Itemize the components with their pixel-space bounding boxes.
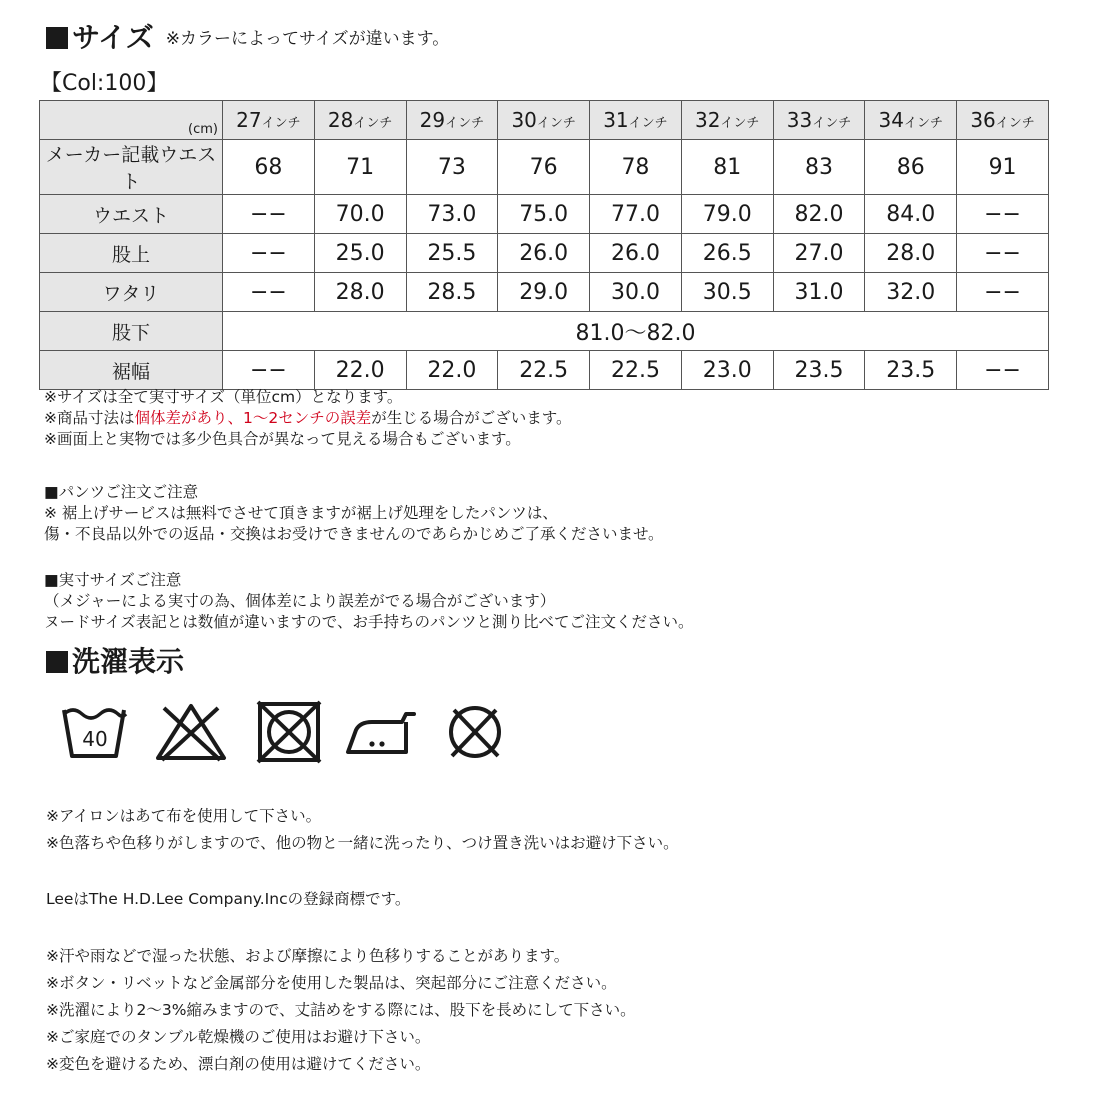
table-corner: [40, 101, 223, 140]
table-cell: 84.0: [865, 195, 957, 234]
final-note-line: ※ボタン・リベットなど金属部分を使用した製品は、突起部分にご注意ください。: [46, 974, 617, 992]
table-cell: 81: [681, 140, 773, 195]
header-cell: 29インチ: [406, 101, 498, 140]
care-notes: [46, 806, 679, 854]
table-cell: 30.0: [590, 273, 682, 312]
table-row: [40, 195, 1049, 234]
table-cell: 25.0: [314, 234, 406, 273]
size-table: [39, 100, 1049, 390]
wash-heading: [46, 640, 184, 680]
header-cell: 30インチ: [498, 101, 590, 140]
table-cell: 26.0: [498, 234, 590, 273]
table-cell: 79.0: [681, 195, 773, 234]
table-cell: 22.0: [406, 351, 498, 390]
table-cell: −−: [223, 273, 315, 312]
table-cell: 23.5: [865, 351, 957, 390]
table-cell: 22.5: [590, 351, 682, 390]
table-cell: 31.0: [773, 273, 865, 312]
table-cell: 83: [773, 140, 865, 195]
iron-medium-icon: [344, 700, 418, 764]
square-bullet-icon: [46, 651, 68, 673]
row-label: 股下: [40, 312, 223, 351]
final-note-line: ※汗や雨などで湿った状態、および摩擦により色移りすることがあります。: [46, 947, 570, 965]
no-tumble-dry-icon: [254, 700, 324, 764]
pants-notice-line: 傷・不良品以外での返品・交換はお受けできませんのであらかじめご了承くださいませ。: [44, 525, 664, 543]
no-bleach-icon: [154, 700, 228, 764]
size-header-row: [40, 101, 1049, 140]
table-cell: 26.0: [590, 234, 682, 273]
header-cell: 28インチ: [314, 101, 406, 140]
pants-notice-title: ■パンツご注文ご注意: [44, 483, 199, 501]
header-cell: 31インチ: [590, 101, 682, 140]
size-note-highlight: 個体差があり、1〜2センチの誤差: [134, 409, 372, 427]
header-cell: 33インチ: [773, 101, 865, 140]
row-label: ワタリ: [40, 273, 223, 312]
table-cell: 29.0: [498, 273, 590, 312]
final-note-line: ※変色を避けるため、漂白剤の使用は避けてください。: [46, 1055, 431, 1073]
table-cell: 25.5: [406, 234, 498, 273]
table-cell: −−: [957, 195, 1049, 234]
final-note-line: ※ご家庭でのタンブル乾燥機のご使用はお避け下さい。: [46, 1028, 431, 1046]
row-label: ウエスト: [40, 195, 223, 234]
measure-notice-line: ヌードサイズ表記とは数値が違いますので、お手持ちのパンツと測り比べてご注文ください。: [44, 613, 694, 631]
care-note-line: ※色落ちや色移りがしますので、他の物と一緒に洗ったり、つけ置き洗いはお避け下さい。: [46, 834, 679, 852]
size-heading-text: サイズ: [72, 21, 154, 54]
pants-notice-line: ※ 裾上げサービスは無料でさせて頂きますが裾上げ処理をしたパンツは、: [44, 504, 558, 522]
square-bullet-icon: [46, 27, 68, 49]
row-label: 裾幅: [40, 351, 223, 390]
table-cell: 28.5: [406, 273, 498, 312]
table-cell: −−: [957, 273, 1049, 312]
table-cell: −−: [223, 195, 315, 234]
table-cell: 75.0: [498, 195, 590, 234]
care-note-line: ※アイロンはあて布を使用して下さい。: [46, 807, 322, 825]
table-cell: 27.0: [773, 234, 865, 273]
table-row: [40, 273, 1049, 312]
size-note-line: ※商品寸法は個体差があり、1〜2センチの誤差が生じる場合がございます。: [44, 409, 572, 427]
table-cell: 76: [498, 140, 590, 195]
header-cell: 32インチ: [681, 101, 773, 140]
table-cell: 28.0: [314, 273, 406, 312]
row-label: 股上: [40, 234, 223, 273]
table-cell: 26.5: [681, 234, 773, 273]
final-note-line: ※洗濯により2〜3%縮みますので、丈詰めをする際には、股下を長めにして下さい。: [46, 1001, 636, 1019]
table-row: [40, 140, 1049, 195]
wash-40-icon: [58, 700, 130, 764]
table-cell: 82.0: [773, 195, 865, 234]
table-cell: 22.5: [498, 351, 590, 390]
table-cell: 30.5: [681, 273, 773, 312]
corner-unit: (cm): [188, 122, 218, 137]
table-cell: 22.0: [314, 351, 406, 390]
table-row: [40, 351, 1049, 390]
size-note-line: ※画面上と実物では多少色具合が異なって見える場合もございます。: [44, 430, 521, 448]
table-cell: 77.0: [590, 195, 682, 234]
measure-notice-line: （メジャーによる実寸の為、個体差により誤差がでる場合がございます）: [44, 592, 556, 610]
header-cell: 34インチ: [865, 101, 957, 140]
table-cell: −−: [223, 234, 315, 273]
table-cell: 28.0: [865, 234, 957, 273]
pants-notice: [44, 482, 664, 545]
table-cell: 86: [865, 140, 957, 195]
measure-notice: [44, 570, 693, 633]
wash-heading-text: 洗濯表示: [72, 645, 185, 678]
trademark-note: LeeはThe H.D.Lee Company.Incの登録商標です。: [46, 890, 411, 908]
wash-temp: 40: [82, 727, 108, 751]
color-note: ※カラーによってサイズが違います。: [165, 29, 450, 49]
table-row: [40, 234, 1049, 273]
final-notes: [46, 943, 636, 1078]
header-cell: 36インチ: [957, 101, 1049, 140]
table-cell: 91: [957, 140, 1049, 195]
table-cell: 23.5: [773, 351, 865, 390]
table-cell: 23.0: [681, 351, 773, 390]
no-dry-clean-icon: [440, 700, 510, 764]
table-cell: −−: [957, 234, 1049, 273]
table-cell: 73: [406, 140, 498, 195]
table-cell: 78: [590, 140, 682, 195]
measure-notice-title: ■実寸サイズご注意: [44, 571, 182, 589]
inseam-span-cell: 81.0〜82.0: [223, 312, 1049, 351]
size-note-line: ※サイズは全て実寸サイズ（単位cm）となります。: [44, 388, 403, 406]
table-row: [40, 312, 1049, 351]
table-cell: 32.0: [865, 273, 957, 312]
table-cell: 73.0: [406, 195, 498, 234]
row-label: メーカー記載ウエスト: [40, 140, 223, 195]
table-cell: −−: [957, 351, 1049, 390]
header-cell: 27インチ: [223, 101, 315, 140]
color-label: 【Col:100】: [40, 71, 169, 96]
table-cell: 70.0: [314, 195, 406, 234]
table-cell: 71: [314, 140, 406, 195]
table-cell: −−: [223, 351, 315, 390]
size-notes: [44, 387, 572, 450]
size-heading: [46, 16, 449, 56]
table-cell: 68: [223, 140, 315, 195]
